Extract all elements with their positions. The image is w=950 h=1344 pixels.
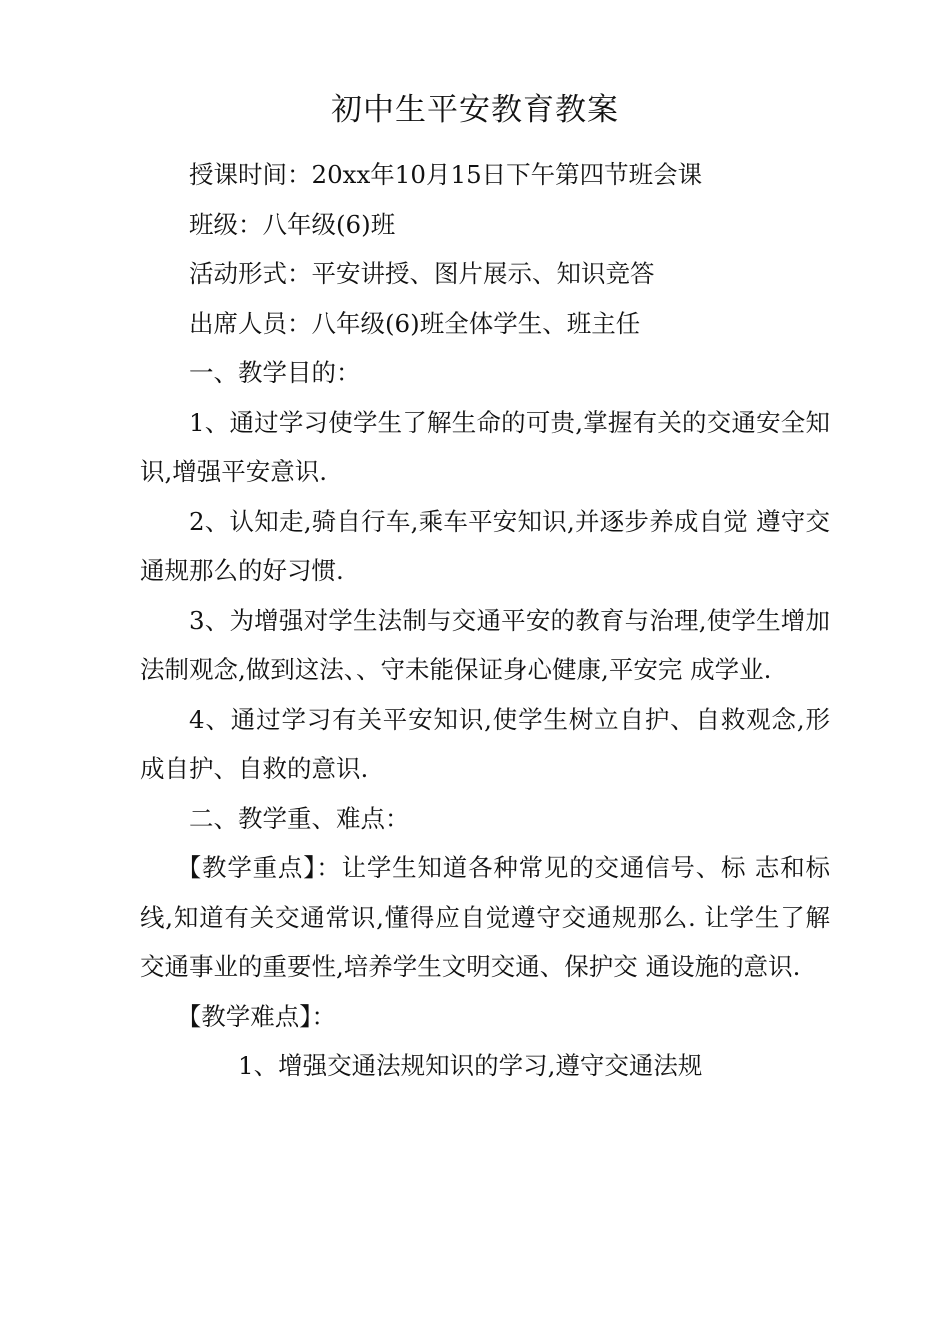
- difficulty-heading: 【教学难点】：: [176, 1001, 336, 1031]
- lesson-time: 授课时间：20xx年10月15日下午第四节班会课: [189, 160, 703, 189]
- objective-item: 4、通过学习有关平安知识,使学生树立自护、自救观念,形成自护、自救的意识.: [140, 704, 830, 783]
- activity-form: 活动形式：平安讲授、图片展示、知识竞答: [189, 259, 655, 288]
- section-heading-objectives: 一、教学目的：: [189, 358, 361, 387]
- difficulty-item: 1、增强交通法规知识的学习,遵守交通法规: [238, 1051, 703, 1080]
- document-title: 初中生平安教育教案: [331, 92, 619, 128]
- objective-item: 3、为增强对学生法制与交通平安的教育与治理,使学生增加法制观念,做到这法、、守未能保证身心健康,平安完 成学业.: [140, 605, 830, 684]
- objective-item: 1、通过学习使学生了解生命的可贵,掌握有关的交通安全知识,增强平安意识.: [140, 407, 830, 486]
- objective-item: 2、认知走,骑自行车,乘车平安知识,并逐步养成自觉 遵守交通规那么的好习惯.: [140, 506, 830, 585]
- document-body: [140, 150, 830, 1091]
- attendees: 出席人员：八年级(6)班全体学生、班主任: [189, 308, 641, 338]
- key-point-paragraph: 【教学重点】：让学生知道各种常见的交通信号、标 志和标线,知道有关交通常识,懂得应自觉遵守交通规那么. 让学生了解交通事业的重要性,培养学生文明交通、保护交 通设施的意识.: [140, 853, 830, 981]
- section-heading-key-points: 二、教学重、难点：: [189, 803, 410, 833]
- class-info: 班级：八年级(6)班: [189, 209, 396, 239]
